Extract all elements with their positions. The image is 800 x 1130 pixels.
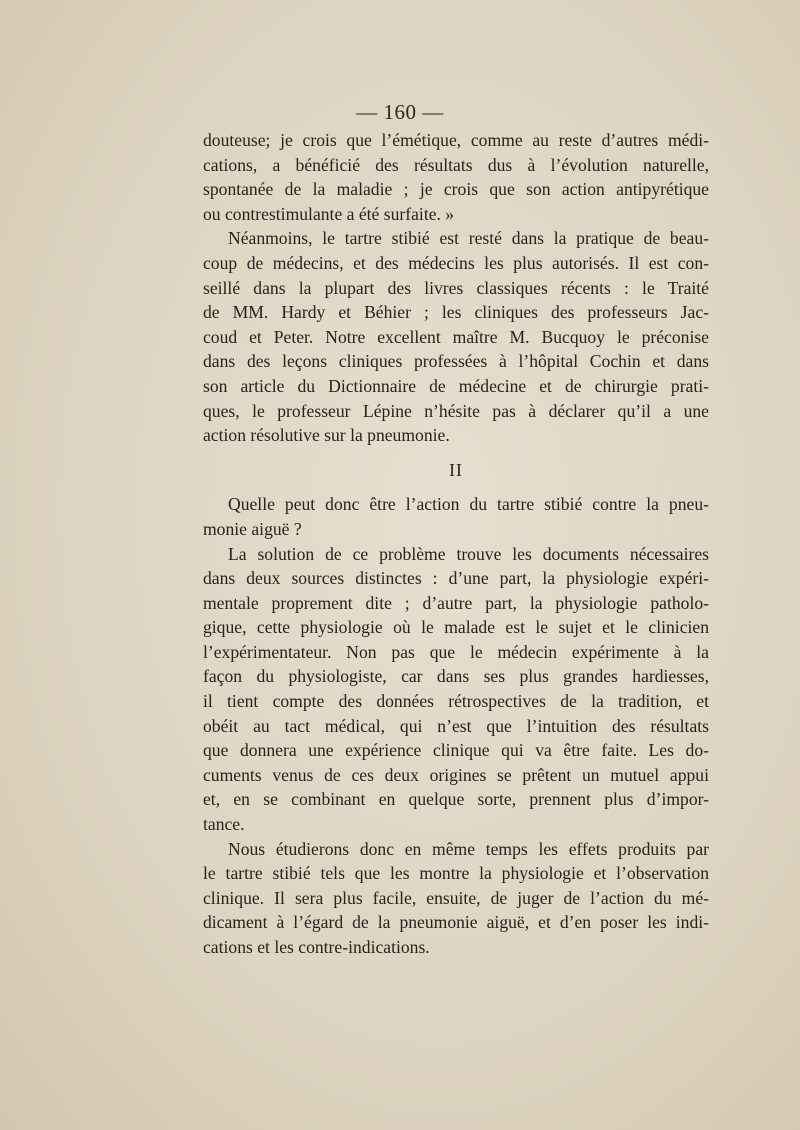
text-line: seillé dans la plupart des livres classiques récents : le Traité [203, 277, 709, 298]
text-line: l’expérimentateur. Non pas que le médecin expérimente à la [203, 641, 709, 662]
text-line: dans deux sources distinctes : d’une part, la physiologie expéri- [203, 568, 709, 589]
text-line: Néanmoins, le tartre stibié est resté dans la pratique de beau- [228, 228, 709, 249]
text-line: cuments venus de ces deux origines se prêtent un mutuel appui [203, 764, 709, 785]
text-line: clinique. Il sera plus facile, ensuite, de juger de l’action du mé- [203, 887, 709, 908]
text-line: il tient compte des données rétrospectives de la tradition, et [203, 691, 709, 712]
text-line: obéit au tact médical, qui n’est que l’intuition des résultats [203, 715, 709, 736]
text-line: Quelle peut donc être l’action du tartre stibié contre la pneu- [228, 494, 709, 515]
paragraph [203, 542, 709, 837]
text-line: dans des leçons cliniques professées à l’hôpital Cochin et dans [203, 351, 709, 372]
text-line: ques, le professeur Lépine n’hésite pas à déclarer qu’il a une [203, 400, 709, 421]
text-line: gique, cette physiologie où le malade est le sujet et le clinicien [203, 617, 709, 638]
body-text [203, 128, 709, 960]
text-line: action résolutive sur la pneumonie. [203, 425, 450, 446]
text-line: cations, a bénéficié des résultats dus à l’évolution naturelle, [203, 154, 709, 175]
text-line: que donnera une expérience clinique qui va être faite. Les do- [203, 740, 709, 761]
text-line: cations et les contre-indications. [203, 937, 430, 957]
text-line: de MM. Hardy et Béhier ; les cliniques des professeurs Jac- [203, 302, 709, 323]
section-heading: II [449, 459, 463, 480]
text-line: coud et Peter. Notre excellent maître M. Bucquoy le préconise [203, 326, 709, 347]
text-line: ou contrestimulante a été surfaite. » [203, 203, 455, 224]
text-line: le tartre stibié tels que les montre la physiologie et l’observation [203, 863, 709, 884]
text-line: spontanée de la maladie ; je crois que son action antipyrétique [203, 179, 709, 200]
text-line: dicament à l’égard de la pneumonie aiguë, et d’en poser les indi- [203, 912, 709, 933]
text-line: La solution de ce problème trouve les documents nécessaires [228, 543, 709, 564]
paragraph [203, 128, 709, 226]
paragraph [203, 837, 709, 960]
text-line: et, en se combinant en quelque sorte, prennent plus d’impor- [203, 789, 709, 810]
text-line: Nous étudierons donc en même temps les effets produits par [228, 838, 709, 859]
page-number: — 160 — [356, 100, 444, 124]
text-line: façon du physiologiste, car dans ses plus grandes hardiesses, [203, 666, 709, 687]
paragraphs-after-heading [203, 492, 709, 959]
paragraph [203, 226, 709, 447]
paragraph [203, 492, 709, 541]
text-line: douteuse; je crois que l’émétique, comme au reste d’autres médi- [203, 130, 709, 150]
text-line: coup de médecins, et des médecins les plus autorisés. Il est con- [203, 252, 709, 273]
text-line: son article du Dictionnaire de médecine et de chirurgie prati- [203, 375, 709, 396]
paragraphs-before-heading [203, 128, 709, 448]
text-line: mentale proprement dite ; d’autre part, la physiologie patholo- [203, 592, 709, 613]
text-line: monie aiguë ? [203, 518, 302, 539]
text-line: tance. [203, 814, 245, 835]
